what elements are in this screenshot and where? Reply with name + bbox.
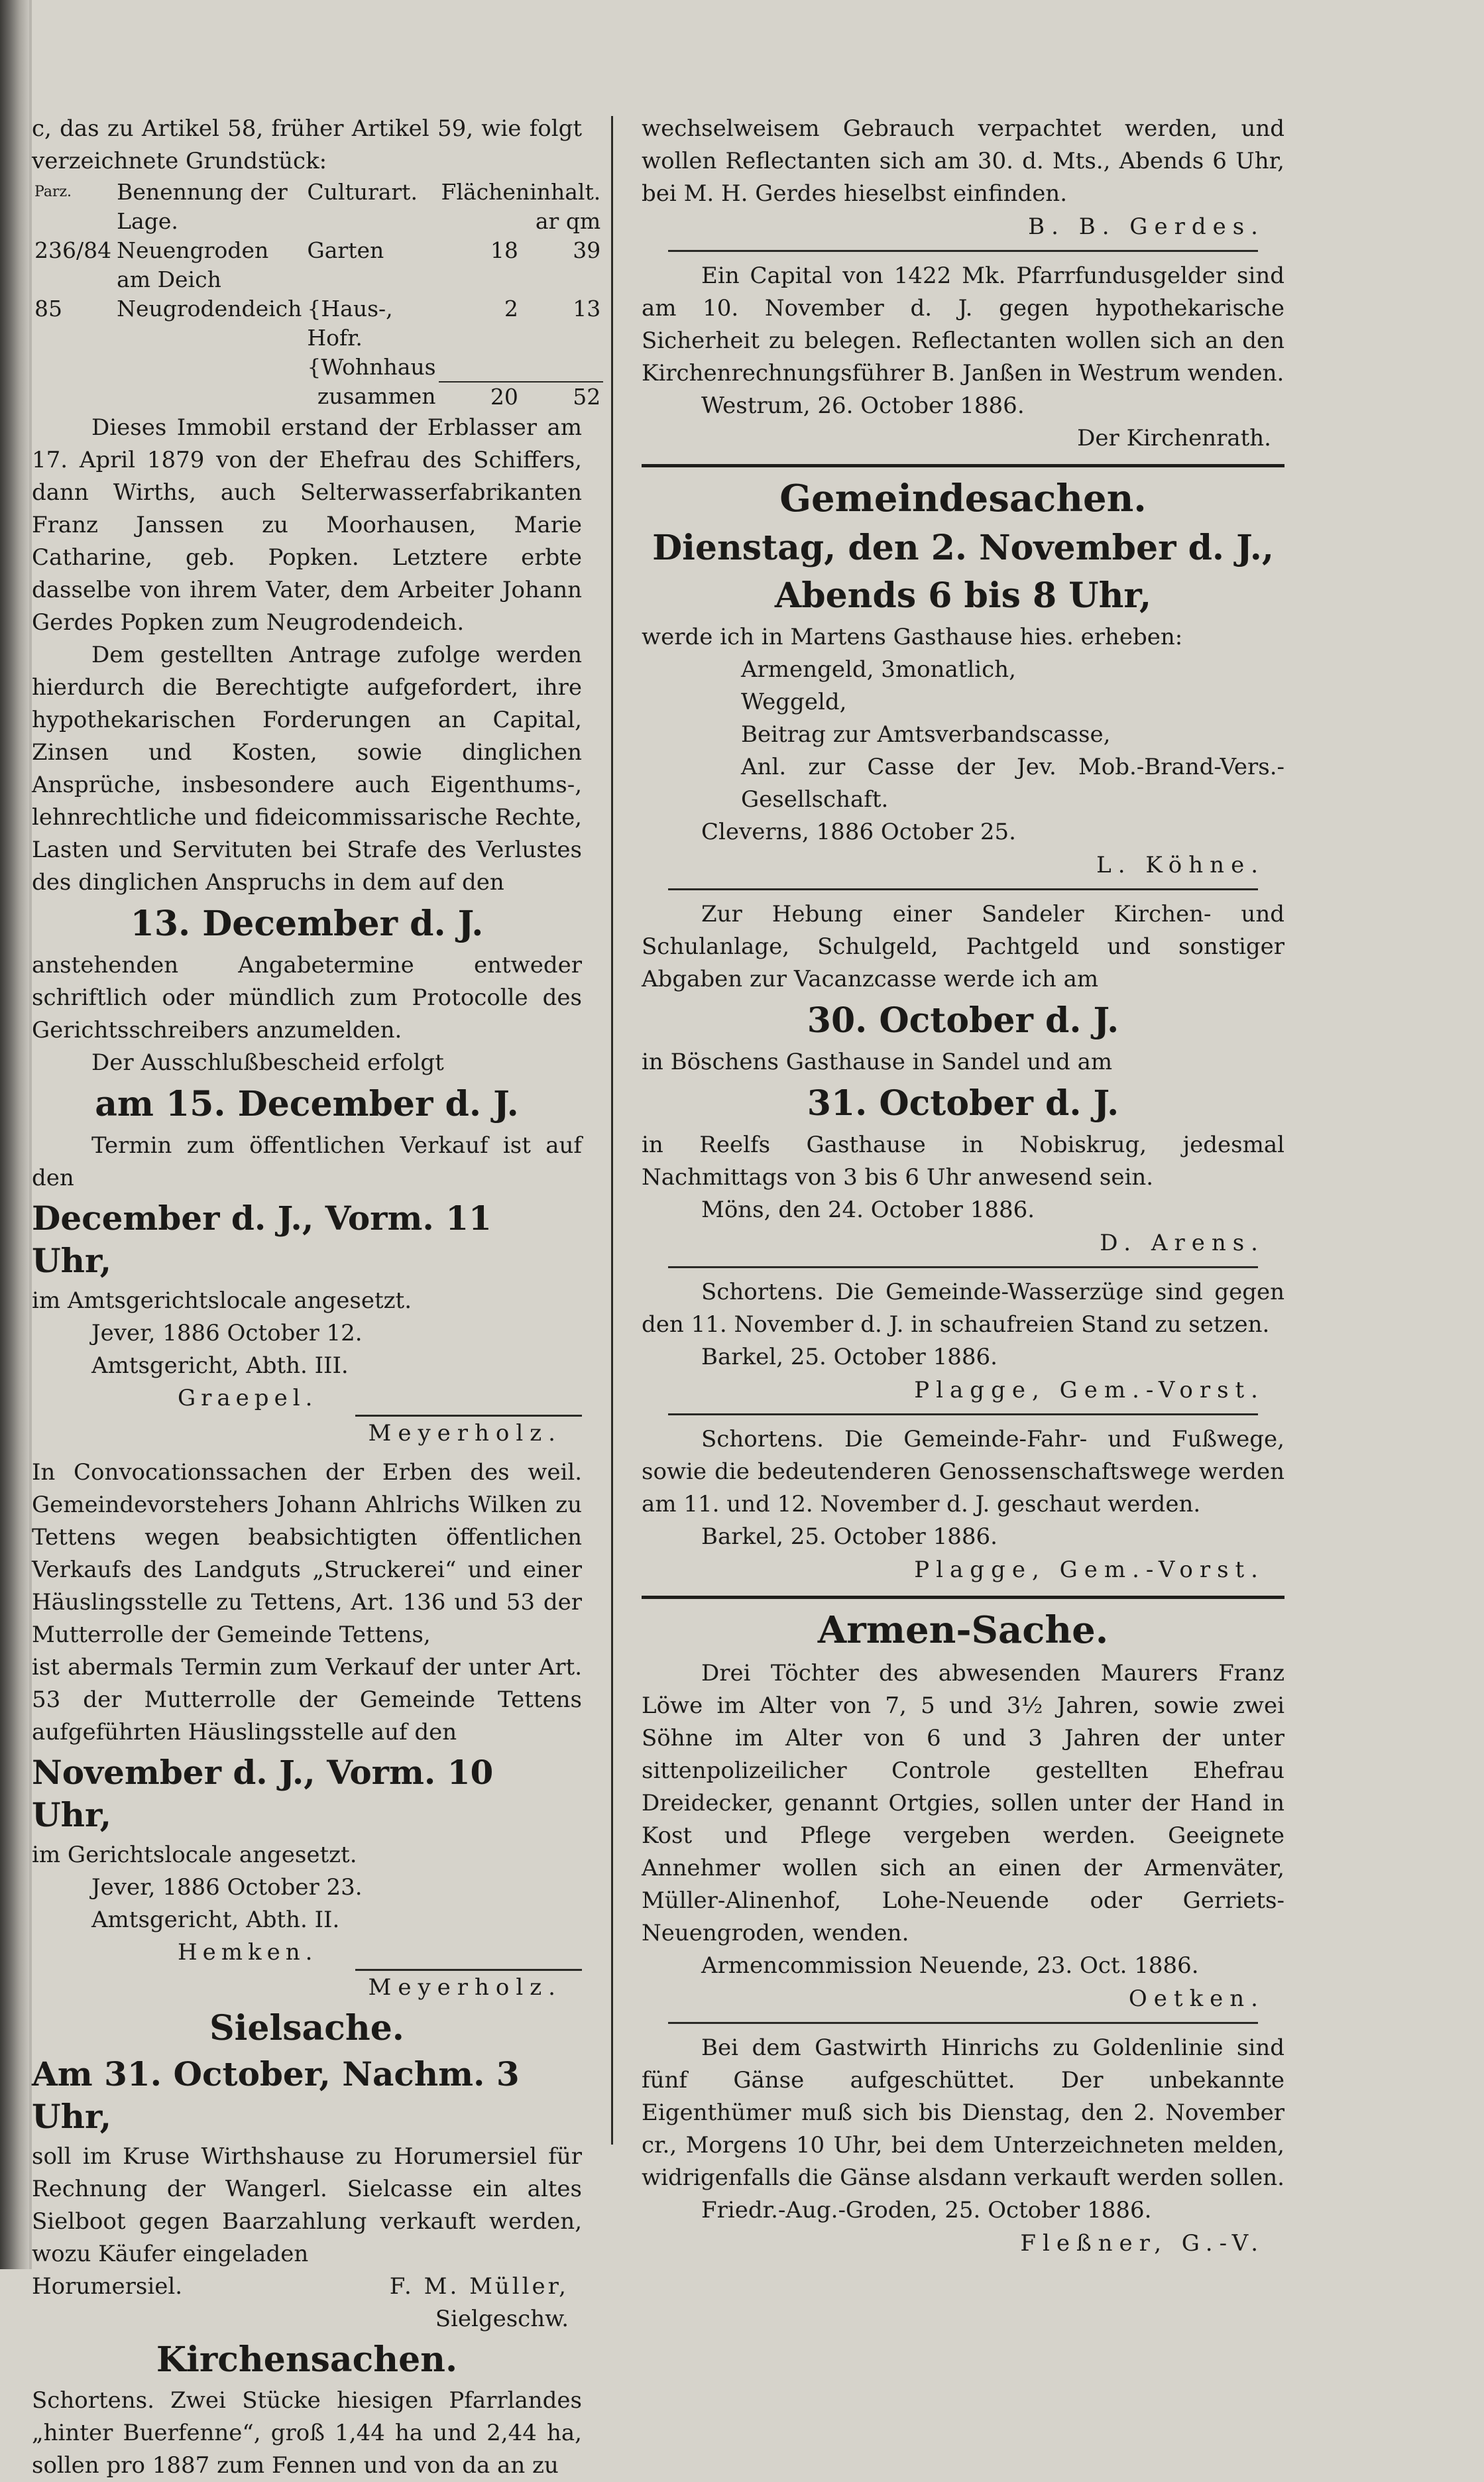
paragraph: in Böschens Gasthause in Sandel und am (642, 1049, 1113, 1075)
header-lage: Benennung der Lage. (117, 179, 288, 234)
divider (668, 1413, 1258, 1415)
court-name: Amtsgericht, Abth. II. (91, 1907, 340, 1933)
judge-signature: Graepel. (178, 1385, 318, 1411)
divider (668, 2022, 1258, 2024)
place-date: Möns, den 24. October 1886. (701, 1197, 1035, 1223)
place-date: Barkel, 25. October 1886. (701, 1523, 998, 1550)
deadline-date: 13. December d. J. (130, 904, 484, 944)
paragraph: Der Ausschlußbescheid erfolgt (91, 1049, 444, 1076)
court-name: Amtsgericht, Abth. III. (91, 1352, 349, 1379)
signer: Der Kirchenrath. (1077, 425, 1271, 451)
notice-immobil-sale (32, 113, 601, 1450)
paragraph: soll im Kruse Wirthshause zu Horumersiel für Rechnung der Wangerl. Sielcasse ein altes Sielboot gegen Baarzahlung verkauft werden, wozu Käufer eingeladen (32, 2143, 582, 2267)
paragraph: Dem gestellten Antrage zufolge werden hierdurch die Berechtigte aufgefordert, ihre hypothekarischen Forderungen an Capital, Zinsen und Kosten, sowie dinglichen Ansprüche, insbesondere auch Eigenthums-, lehnrechtliche und fideicommissarische Rechte, Lasten und Servituten bei Strafe des Verlustes des dinglichen Anspruchs in dem auf den (32, 642, 582, 896)
paragraph: Drei Töchter des abwesenden Maurers Franz Löwe im Alter von 7, 5 und 3½ Jahren, sowie zwei Söhne im Alter von 6 und 3 Jahren der unter sittenpolizeilicher Controle gestellten Ehefrau Dreidecker, genannt Ortgies, sollen unter der Hand in Kost und Pflege vergeben werden. Geeignete Annehmer wollen sich an einen der Armenväter, Müller-Alinenhof, Lohe-Neuende oder Gerriets-Neuengroden, wenden. (642, 1660, 1284, 1946)
header-flaeche (439, 178, 604, 236)
signer: Fleßner, G.-V. (1020, 2230, 1265, 2257)
paragraph: Zur Hebung einer Sandeler Kirchen- und Schulanlage, Schulgeld, Pachtgeld und sonstiger Abgaben zur Vacanzcasse werde ich am (642, 901, 1284, 992)
sum-label: zusammen (317, 383, 436, 409)
cell-lage: Neugrodendeich (117, 296, 302, 322)
notice-sandel (642, 898, 1284, 1260)
notice-schortens-water (642, 1276, 1284, 1407)
property-table-header (32, 178, 603, 236)
sale-date: November d. J., Vorm. 10 Uhr, (32, 1753, 494, 1834)
cell-ar: 2 (504, 296, 518, 322)
section-rule (642, 1596, 1284, 1599)
event-time: Abends 6 bis 8 Uhr, (774, 575, 1152, 616)
paragraph: Termin zum öffentlichen Verkauf ist auf den (32, 1132, 582, 1191)
paragraph: werde ich in Martens Gasthause hies. erheben: (642, 624, 1183, 650)
signer: B. B. Gerdes. (1028, 213, 1265, 240)
notice-gemeindesachen (642, 474, 1284, 882)
left-column (32, 113, 601, 2482)
signer: D. Arens. (1100, 1230, 1265, 1256)
signer: L. Köhne. (1096, 852, 1265, 878)
signer: Plagge, Gem.-Vorst. (914, 1557, 1265, 1583)
cell-parz: 236/84 (34, 237, 112, 263)
cell-qm: 39 (573, 237, 601, 263)
section-heading: Armen-Sache. (817, 1608, 1109, 1652)
paragraph: im Gerichtslocale angesetzt. (32, 1842, 357, 1868)
sale-date: December d. J., Vorm. 11 Uhr, (32, 1199, 492, 1280)
notice-pachtland (642, 113, 1284, 243)
clerk-signature: Meyerholz. (355, 1969, 582, 2004)
place-date: Armencommission Neuende, 23. Oct. 1886. (701, 1952, 1199, 1979)
notice-sielsache (32, 2007, 582, 2335)
property-table (32, 178, 603, 412)
right-column (642, 113, 1284, 2260)
paragraph: Dieses Immobil erstand der Erblasser am 17. April 1879 von der Ehefrau des Schiffers, dann Wirths, auch Selterwasserfabrikanten Franz Janssen zu Moorhausen, Marie Catharine, geb. Popken. Letztere erbte dasselbe von ihrem Vater, dem Arbeiter Johann Gerdes Popken zum Neugrodendeich. (32, 414, 582, 636)
judge-signature: Hemken. (178, 1939, 318, 1966)
header-flaecheninhalt: Flächeninhalt. (441, 179, 601, 205)
signer: Oetken. (1128, 1985, 1265, 2012)
sum-ar: 20 (439, 382, 521, 412)
notice-convocation (32, 1456, 582, 2004)
cell-parz: 85 (34, 296, 62, 322)
book-binding-shadow (0, 0, 29, 2269)
section-heading: Kirchensachen. (156, 2339, 458, 2380)
property-intro: c, das zu Artikel 58, früher Artikel 59, wie folgt verzeichnete Grundstück: (32, 115, 582, 174)
notice-schortens-roads (642, 1423, 1284, 1586)
paragraph: Ein Capital von 1422 Mk. Pfarrfundusgelder sind am 10. November d. J. gegen hypothekarische Sicherheit zu belegen. Reflectanten wollen sich an den Kirchenrechnungsführer B. Janßen in Westrum wenden. (642, 263, 1284, 386)
notice-gaense (642, 2032, 1284, 2260)
place-date: Westrum, 26. October 1886. (701, 392, 1025, 419)
column-divider (611, 116, 613, 2145)
paragraph: Bei dem Gastwirth Hinrichs zu Goldenlinie sind fünf Gänse aufgeschüttet. Der unbekannte Eigenthümer muß sich bis Dienstag, den 2. November cr., Morgens 10 Uhr, bei dem Unterzeichneten melden, widrigenfalls die Gänse alsdann verkauft werden sollen. (642, 2035, 1284, 2191)
paragraph: anstehenden Angabetermine entweder schriftlich oder mündlich zum Protocolle des Gerichtsschreibers anzumelden. (32, 952, 582, 1043)
place: Horumersiel. (32, 2273, 183, 2300)
list-item: Weggeld, (741, 689, 847, 715)
paragraph: Schortens. Die Gemeinde-Fahr- und Fußwege, sowie die bedeutenderen Genossenschaftswege werden am 11. und 12. November d. J. geschaut werden. (642, 1426, 1284, 1517)
signer: F. M. Müller, (389, 2273, 569, 2300)
notice-armen-sache (642, 1606, 1284, 2015)
table-row (32, 294, 603, 382)
event-date: 30. October d. J. (807, 1000, 1119, 1041)
cell-ar: 18 (490, 237, 518, 263)
paragraph: ist abermals Termin zum Verkauf der unter Art. 53 der Mutterrolle der Gemeinde Tettens aufgeführten Häuslingsstelle auf den (32, 1654, 582, 1745)
signer: Plagge, Gem.-Vorst. (914, 1377, 1265, 1403)
deadline-date: am 15. December d. J. (95, 1084, 519, 1124)
paragraph: wechselweisem Gebrauch verpachtet werden, und wollen Reflectanten sich am 30. d. Mts., Abends 6 Uhr, bei M. H. Gerdes hieselbst einfinden. (642, 115, 1284, 207)
section-rule (642, 464, 1284, 467)
notice-capital (642, 260, 1284, 455)
divider (668, 1266, 1258, 1268)
place-date: Barkel, 25. October 1886. (701, 1344, 998, 1370)
cell-lage: Neuengroden am Deich (117, 237, 269, 292)
place-date: Cleverns, 1886 October 25. (701, 819, 1016, 845)
place-date: Jever, 1886 October 23. (91, 1874, 363, 1901)
list-item: Anl. zur Casse der Jev. Mob.-Brand-Vers.-Gesellschaft. (741, 754, 1284, 813)
cell-qm: 13 (573, 296, 601, 322)
list-item: Armengeld, 3monatlich, (741, 656, 1016, 683)
table-sum-row (32, 382, 603, 412)
cell-art: {Haus-, Hofr. {Wohnhaus (307, 296, 436, 380)
place-date: Friedr.-Aug.-Groden, 25. October 1886. (701, 2197, 1152, 2223)
paragraph: im Amtsgerichtslocale angesetzt. (32, 1287, 412, 1314)
signer-role: Sielgeschw. (435, 2306, 569, 2332)
table-row (32, 236, 603, 294)
clerk-signature: Meyerholz. (355, 1415, 582, 1450)
paragraph: In Convocationssachen der Erben des weil. Gemeindevorstehers Johann Ahlrichs Wilken zu Tettens wegen beabsichtigten öffentlichen Verkaufs des Landguts „Struckerei“ und einer Häuslingsstelle zu Tettens, Art. 136 und 53 der Mutterrolle der Gemeinde Tettens, (32, 1459, 582, 1648)
notice-kirchensachen (32, 2338, 582, 2482)
section-heading: Gemeindesachen. (779, 477, 1147, 520)
header-qm: qm (565, 208, 601, 234)
header-parz: Parz. (34, 184, 72, 200)
section-heading: Sielsache. (209, 2008, 404, 2048)
paragraph: Schortens. Zwei Stücke hiesigen Pfarrlandes „hinter Buerfenne“, groß 1,44 ha und 2,44 ha, sollen pro 1887 zum Fennen und von da an zu (32, 2387, 582, 2479)
divider (668, 888, 1258, 890)
list-item: Beitrag zur Amtsverbandscasse, (741, 721, 1111, 748)
place-date: Jever, 1886 October 12. (91, 1320, 363, 1346)
event-date: 31. October d. J. (807, 1083, 1119, 1124)
cell-art: Garten (307, 237, 384, 263)
event-date: Am 31. October, Nachm. 3 Uhr, (32, 2054, 520, 2136)
paragraph: in Reelfs Gasthause in Nobiskrug, jedesmal Nachmittags von 3 bis 6 Uhr anwesend sein. (642, 1132, 1284, 1191)
sum-qm: 52 (521, 382, 603, 412)
header-ar: ar (535, 208, 559, 234)
divider (668, 250, 1258, 252)
event-date: Dienstag, den 2. November d. J., (652, 528, 1274, 568)
paragraph: Schortens. Die Gemeinde-Wasserzüge sind gegen den 11. November d. J. in schaufreien Stand zu setzen. (642, 1279, 1284, 1338)
header-culturart: Culturart. (307, 179, 418, 205)
